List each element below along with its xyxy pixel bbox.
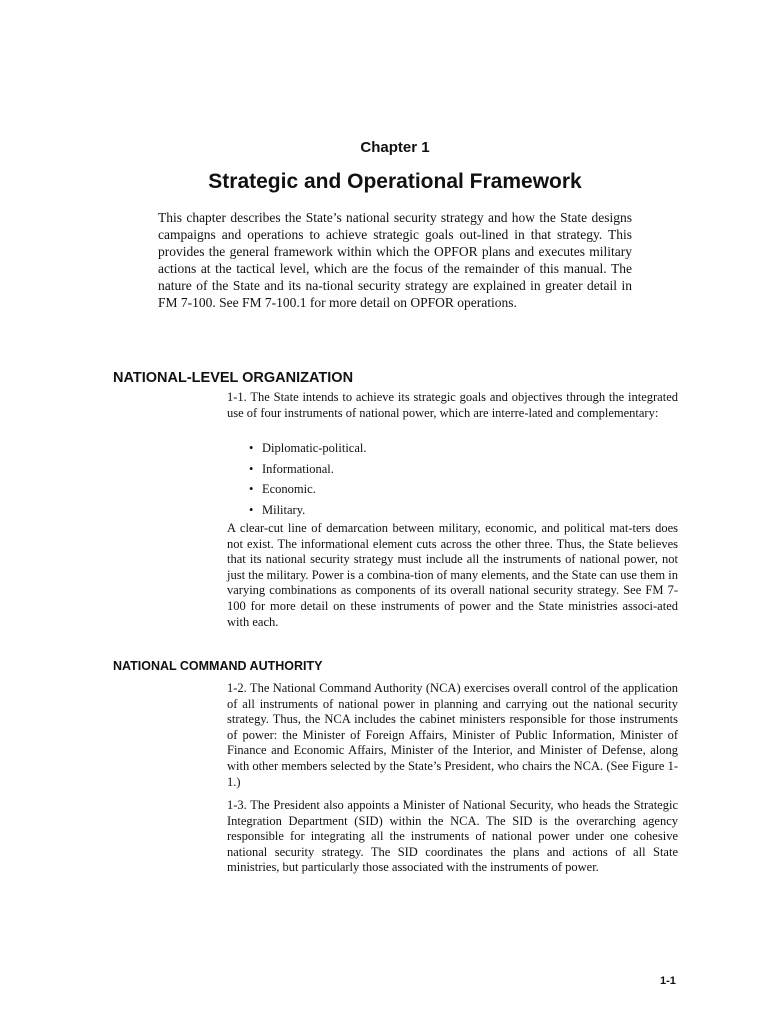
section-heading-national-level-organization: NATIONAL-LEVEL ORGANIZATION	[113, 370, 354, 386]
chapter-title: Strategic and Operational Framework	[208, 170, 582, 193]
list-item: • Diplomatic-political.	[249, 441, 367, 455]
bullet-icon: •	[249, 441, 254, 455]
bullet-icon: •	[249, 503, 254, 518]
list-item: • Informational.	[249, 461, 334, 476]
chapter-intro-paragraph: This chapter describes the State’s national security strategy and how the State designs campaigns and operations to achieve strategic goals out-lined in that strategy. This provides the general framework within which the OPFOR plans and executes military actions at the tactical level, which are the focus of the remainder of this manual. The nature of the State and its na-tional security strategy are explained in greater detail in FM 7-100. See FM 7-100.1 for more detail on OPFOR operations.	[158, 210, 632, 311]
bullet-icon: •	[249, 482, 254, 497]
list-item: • Economic.	[249, 482, 316, 497]
subsection-heading-national-command-authority: NATIONAL COMMAND AUTHORITY	[113, 659, 323, 673]
page-number: 1-1	[660, 975, 676, 987]
paragraph-demarcation: A clear-cut line of demarcation between military, economic, and political mat-ters does not exist. The informational element cuts across the other three. Thus, the State believes that its national security strategy must include all the instruments of national power, not just the military. Power is a combina-tion of many elements, and the State can use them in varying combinations as components of its overall national security strategy. See FM 7-100 for more detail on these instruments of power and the State ministries associ-ated with each.	[227, 521, 678, 629]
chapter-label: Chapter 1	[360, 139, 430, 156]
paragraph-1-3: 1-3. The President also appoints a Minister of National Security, who heads the Strategic Integration Department (SID) within the NCA. The SID is the overarching agency responsible for integrating all the instruments of national power under one cohesive national security strategy. The SID coordinates the plans and actions of all State ministries, but particularly those associated with the instruments of power.	[227, 798, 678, 875]
list-item: • Military.	[249, 503, 306, 518]
paragraph-1-1: 1-1. The State intends to achieve its strategic goals and objectives through the integrated use of four instruments of national power, which are interre-lated and complementary:	[227, 390, 678, 420]
bullet-icon: •	[249, 461, 254, 476]
paragraph-1-2: 1-2. The National Command Authority (NCA) exercises overall control of the application of all instruments of national power in planning and carrying out the national security strategy. Thus, the NCA includes the cabinet ministers responsible for those instruments of power: the Minister of Foreign Affairs, Minister of Public Information, Minister of Finance and Economic Affairs, Minister of the Interior, and Minister of Defense, along with other members selected by the State’s President, who chairs the NCA. (See Figure 1-1.)	[227, 681, 678, 789]
instruments-of-power-list	[227, 441, 367, 524]
